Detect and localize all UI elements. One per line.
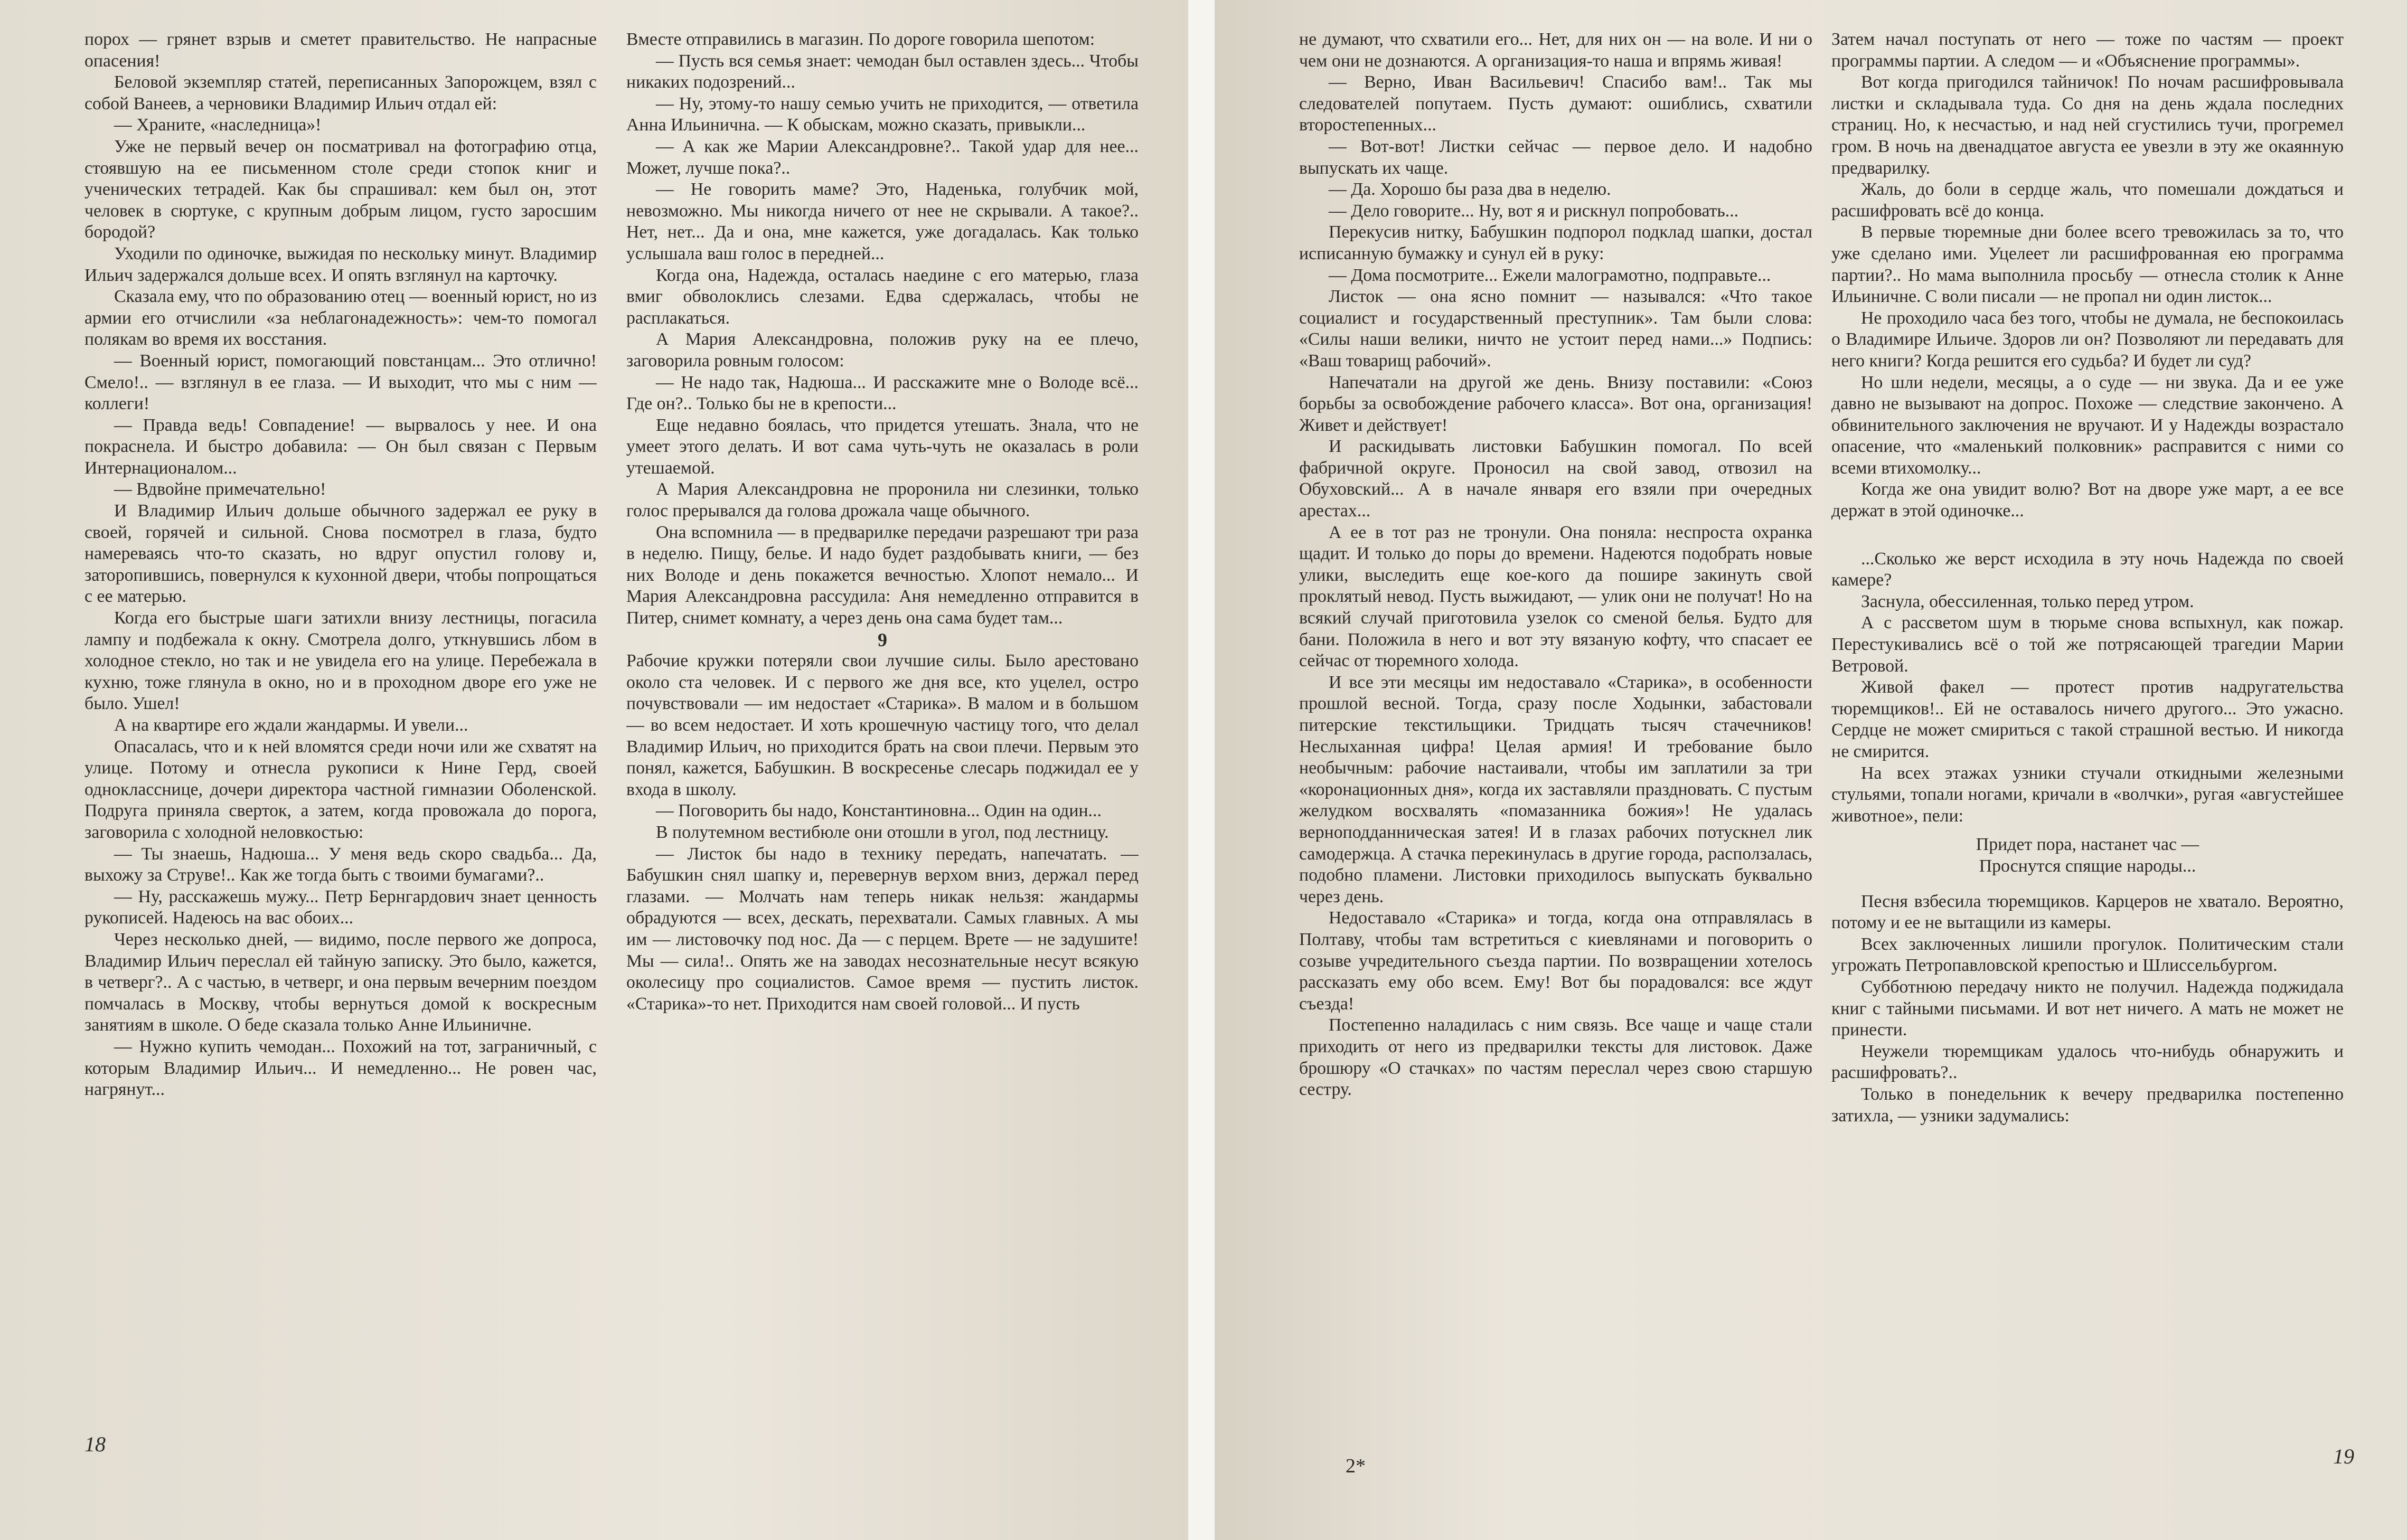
- column-4-text-block-c: [1831, 891, 2344, 1127]
- paragraph: Вместе отправились в магазин. По дороге говорила шепотом:: [626, 30, 1095, 49]
- verse-line-1: Придет пора, настанет час —: [1976, 835, 2199, 855]
- paragraph: А с рассветом шум в тюрьме снова вспыхнул, как пожар. Перестукивались всё о той же потрясающей трагедии Марии Ветровой.: [1831, 613, 2344, 676]
- paragraph: А на квартире его ждали жандармы. И увели...: [114, 715, 468, 735]
- paragraph: — Ну, расскажешь мужу... Петр Бернгардович знает ценность рукописей. Надеюсь на вас обоих...: [84, 886, 597, 928]
- paragraph: Жаль, до боли в сердце жаль, что помешали дождаться и расшифровать всё до конца.: [1831, 179, 2344, 221]
- paragraph: А Мария Александровна не проронила ни слезинки, только голос прерывался да голова дрожала чаще обычного.: [626, 479, 1139, 521]
- paragraph: Рабочие кружки потеряли свои лучшие силы. Было арестовано около ста человек. И с первого же дня все, кто уцелел, остро почувствовали — им недостает «Старика». В малом и в большом — во всем недостает. И хоть крошечную частицу того, что делал Владимир Ильич, но приходится брать на свои плечи. Первым это понял, кажется, Бабушкин. В воскресенье слесарь поджидал ее у входа в школу.: [626, 651, 1139, 799]
- paragraph: Сказала ему, что по образованию отец — военный юрист, но из армии его отчислили «за неблагонадежность»: чем-то помогал полякам во время их восстания.: [84, 287, 597, 349]
- paragraph: — Ну, этому-то нашу семью учить не приходится, — ответила Анна Ильинична. — К обыскам, можно сказать, привыкли...: [626, 93, 1139, 135]
- paragraph: Опасалась, что и к ней вломятся среди ночи или же схватят на улице. Потому и отнесла рукописи к Нине Герд, своей однокласснице, дочери директора частной гимназии Оболенской. Подруга приняла сверток, а затем, когда провожала до порога, заговорила с холодной неловкостью:: [84, 736, 597, 842]
- paragraph: не думают, что схватили его... Нет, для них он — на воле. И ни о чем они не дознаются. А организация-то наша и впрямь живая!: [1299, 30, 1812, 71]
- paragraph: Живой факел — протест против надругательства тюремщиков!.. Ей не оставалось ничего другого... Это ужасно. Сердце не может смириться с такой страшной вестью. И никогда не смирится.: [1831, 677, 2344, 761]
- paragraph: Песня взбесила тюремщиков. Карцеров не хватало. Вероятно, потому и ее не вытащили из камеры.: [1831, 891, 2344, 933]
- paragraph: — Ты знаешь, Надюша... У меня ведь скоро свадьба... Да, выхожу за Струве!.. Как же тогда быть с твоими бумагами?..: [84, 844, 597, 885]
- column-4-text-block-b: [1831, 549, 2344, 827]
- page-number-right: 19: [2333, 1444, 2354, 1468]
- right-page-column-2: [1831, 29, 2344, 1402]
- column-2-text-block-b: [626, 650, 1139, 1015]
- paragraph: Постепенно наладилась с ним связь. Все чаще и чаще стали приходить от него из предварилки тексты для листовок. Даже брошюру «О стачках» по частям переслал через свою старшую сестру.: [1299, 1015, 1812, 1100]
- paragraph: — Поговорить бы надо, Константиновна... Один на один...: [656, 801, 1102, 821]
- paragraph: — Не говорить маме? Это, Наденька, голубчик мой, невозможно. Мы никогда ничего от нее не скрывали. А такое?.. Нет, нет... Да и она, мне кажется, уже догадалась. Как только услышала ваш голос в передней...: [626, 179, 1139, 263]
- paragraph: — Правда ведь! Совпадение! — вырвалось у нее. И она покраснела. И быстро добавила: — Он был связан с Первым Интернационалом...: [84, 415, 597, 478]
- paragraph: И раскидывать листовки Бабушкин помогал. По всей фабричной округе. Проносил на свой завод, отвозил на Обуховский... А в начале января его взяли при очередных арестах...: [1299, 437, 1812, 521]
- paragraph: Не проходило часа без того, чтобы не думала, не беспокоилась о Владимире Ильиче. Здоров ли он? Позволяют ли передавать для него книги? Когда решится его судьба? И будет ли суд?: [1831, 308, 2344, 371]
- paragraph: — Верно, Иван Васильевич! Спасибо вам!.. Так мы следователей попутаем. Пусть думают: ошиблись, схватили второстепенных...: [1299, 72, 1812, 135]
- right-page-column-1: [1299, 29, 1812, 1402]
- paragraph: Когда его быстрые шаги затихли внизу лестницы, погасила лампу и подбежала к окну. Смотрела долго, уткнувшись лбом в холодное стекло, но так и не увидела его на улице. Перебежала в кухню, тоже глянула в окно, но и в проходном дворе его уже не было. Ушел!: [84, 608, 597, 714]
- paragraph: Перекусив нитку, Бабушкин подпорол подклад шапки, достал исписанную бумажку и сунул ей в руку:: [1299, 222, 1812, 263]
- paragraph: Недоставало «Старика» и тогда, когда она отправлялась в Полтаву, чтобы там встретиться с киевлянами и поговорить о созыве учредительного съезда партии. По возвращении хотелось рассказать ему обо всем. Ему! Вот бы порадовался: все ждут съезда!: [1299, 908, 1812, 1014]
- right-page: [1215, 0, 2407, 1540]
- paragraph: Когда же она увидит волю? Вот на дворе уже март, а ее все держат в этой одиночке...: [1831, 479, 2344, 521]
- page-number-left: 18: [84, 1432, 106, 1456]
- printer-signature-mark: 2*: [1346, 1455, 1366, 1477]
- paragraph: — Военный юрист, помогающий повстанцам... Это отлично! Смело!.. — взглянул в ее глаза. — И выходит, что мы с ним — коллеги!: [84, 351, 597, 414]
- paragraph: Неужели тюремщикам удалось что-нибудь обнаружить и расшифровать?..: [1831, 1041, 2344, 1083]
- paragraph: На всех этажах узники стучали откидными железными стульями, топали ногами, кричали в «волчки», ругая «августейшее животное», пели:: [1831, 763, 2344, 826]
- paragraph: Субботнюю передачу никто не получил. Надежда поджидала книг с тайными письмами. И вот нет ничего. А мать не может не принести.: [1831, 977, 2344, 1040]
- paragraph: — Да. Хорошо бы раза два в неделю.: [1329, 179, 1611, 200]
- left-page-column-2: [626, 29, 1139, 1402]
- paragraph: — Дело говорите... Ну, вот я и рискнул попробовать...: [1329, 201, 1739, 221]
- paragraph: Заснула, обессиленная, только перед утром.: [1861, 591, 2194, 611]
- paragraph: Вот когда пригодился тайничок! По ночам расшифровывала листки и складывала туда. Со дня на день ждала последних страниц. Но, к несчастью, и над ней сгустились тучи, прогремел гром. В ночь на двенадцатое августа ее увезли в эту же окаянную предварилку.: [1831, 72, 2344, 178]
- paragraph: А Мария Александровна, положив руку на ее плечо, заговорила ровным голосом:: [626, 329, 1139, 371]
- paragraph: — Вот-вот! Листки сейчас — первое дело. И надобно выпускать их чаще.: [1299, 136, 1812, 178]
- paragraph: — Вдвойне примечательно!: [114, 479, 326, 499]
- paragraph: Только в понедельник к вечеру предварилка постепенно затихла, — узники задумались:: [1831, 1084, 2344, 1126]
- paragraph: Беловой экземпляр статей, переписанных Запорожцем, взял с собой Ванеев, а черновики Владимир Ильич отдал ей:: [84, 72, 597, 114]
- paragraph: В первые тюремные дни более всего тревожилась за то, что уже сделано ими. Уцелеет ли расшифрованная ею программа партии?.. Но мама выполнила просьбу — отнесла столик к Анне Ильиничне. С воли писали — не пропал ни один листок...: [1831, 222, 2344, 307]
- column-4-text-block-a: [1831, 29, 2344, 522]
- paragraph: Всех заключенных лишили прогулок. Политическим стали угрожать Петропавловской крепостью и Шлиссельбургом.: [1831, 934, 2344, 976]
- paragraph: Когда она, Надежда, осталась наедине с его матерью, глаза вмиг обволоклись слезами. Едва сдержалась, чтобы не расплакаться.: [626, 265, 1139, 328]
- paragraph: — Листок бы надо в технику передать, напечатать. — Бабушкин снял шапку и, перевернув верхом вниз, держал перед глазами. — Молчать нам теперь никак нельзя: жандармы обрадуются — всех, дескать, перехватали. Самых главных. А мы им — листовочку под нос. Да — с перцем. Врете — не задушите! Мы — сила!.. Опять же на заводах несознательные несут всякую околесицу про социалистов. Самое время — пустить листок. «Старика»-то нет. Приходится нам своей головой... И пусть: [626, 844, 1139, 1014]
- paragraph: ...Сколько же верст исходила в эту ночь Надежда по своей камере?: [1831, 549, 2344, 590]
- paragraph: — Храните, «наследница»!: [114, 115, 322, 135]
- paragraph: Затем начал поступать от него — тоже по частям — проект программы партии. А следом — и «Объяснение программы».: [1831, 30, 2344, 71]
- paragraph: Она вспомнила — в предварилке передачи разрешают три раза в неделю. Пищу, белье. И надо будет раздобывать книги, — без них Володе и день покажется вечностью. Хлопот немало... И Мария Александровна рассудила: Аня немедленно отправится в Питер, снимет комнату, а через день она сама будет там...: [626, 522, 1139, 628]
- paragraph: — Не надо так, Надюша... И расскажите мне о Володе всё... Где он?.. Только бы не в крепости...: [626, 372, 1139, 414]
- chapter-number: 9: [878, 629, 887, 650]
- paragraph: И все эти месяцы им недоставало «Старика», в особенности прошлой весной. Тогда, сразу после Ходынки, забастовали питерские текстильщики. Тридцать тысяч стачечников! Неслыханная цифра! Целая армия! И требование было необычным: рабочие настаивали, чтобы им заплатили за три «коронационных дня», когда их заставляли праздновать. С пустым желудком восхвалять «помазанника божия»! Не удалась верноподданническая затея! И в глазах рабочих потускнел лик самодержца. А стачка перекинулась в другие города, расползалась, подобно пламени. Листовки приходилось выпускать буквально через день.: [1299, 672, 1812, 906]
- paragraph: — Нужно купить чемодан... Похожий на тот, заграничный, с которым Владимир Ильич... И немедленно... Не ровен час, нагрянут...: [84, 1036, 597, 1100]
- book-gutter: [1188, 0, 1215, 1540]
- left-page: [0, 0, 1188, 1540]
- paragraph: — Пусть вся семья знает: чемодан был оставлен здесь... Чтобы никаких подозрений...: [626, 51, 1139, 92]
- paragraph: — А как же Марии Александровне?.. Такой удар для нее... Может, лучше пока?..: [626, 136, 1139, 178]
- paragraph: В полутемном вестибюле они отошли в угол, под лестницу.: [656, 822, 1109, 842]
- paragraph: Листок — она ясно помнит — назывался: «Что такое социалист и государственный преступник». Там были слова: «Силы наши велики, ничто не устоит перед нами...» Подпись: «Ваш товарищ рабочий».: [1299, 287, 1812, 371]
- left-page-column-1: [84, 29, 597, 1402]
- section-break: [1831, 522, 2344, 549]
- paragraph: Уходили по одиночке, выжидая по нескольку минут. Владимир Ильич задержался дольше всех. И опять взглянул на карточку.: [84, 243, 597, 285]
- paragraph: Еще недавно боялась, что придется утешать. Знала, что не умеет этого делать. И вот сама чуть-чуть не оказалась в роли утешаемой.: [626, 415, 1139, 478]
- paragraph: порох — грянет взрыв и сметет правительство. Не напрасные опасения!: [84, 30, 597, 71]
- paragraph: А ее в тот раз не тронули. Она поняла: неспроста охранка щадит. И только до поры до времени. Надеются подобрать новые улики, выследить еще кое-кого да пошире закинуть свой проклятый невод. Пусть выжидают, — улик они не получат! Но на всякий случай приготовила узелок со сменой белья. Будто для бани. Положила в него и вот эту вязаную кофту, что спасает ее сейчас от тюремного холода.: [1299, 522, 1812, 671]
- paragraph: Напечатали на другой же день. Внизу поставили: «Союз борьбы за освобождение рабочего класса». Вот она, организация! Живет и действует!: [1299, 372, 1812, 435]
- paragraph: И Владимир Ильич дольше обычного задержал ее руку в своей, горячей и сильной. Снова посмотрел в глаза, будто намереваясь что-то сказать, но вдруг опустил голову и, заторопившись, повернулся к кухонной двери, чтобы попрощаться с ее матерью.: [84, 501, 597, 607]
- song-verse: [1831, 834, 2344, 877]
- paragraph: Уже не первый вечер он посматривал на фотографию отца, стоявшую на ее письменном столе среди стопок книг и ученических тетрадей. Как бы спрашивал: кем был он, этот человек в сюртуке, с крупным добрым лицом, густо заросшим бородой?: [84, 136, 597, 242]
- verse-line-2: Проснутся спящие народы...: [1979, 856, 2196, 876]
- paragraph: Но шли недели, месяцы, а о суде — ни звука. Да и ее уже давно не вызывают на допрос. Похоже — следствие закончено. А обвинительного заключения не вручают. И у Надежды возрастало опасение, что «маленький полковник» расправится с ними со всеми втихомолку...: [1831, 372, 2344, 478]
- paragraph: Через несколько дней, — видимо, после первого же допроса, Владимир Ильич переслал ей тайную записку. Это было, кажется, в четверг?.. А с частью, в четверг, и она первым вечерним поездом помчалась в Москву, чтобы вернуться домой к воскресным занятиям в школе. О беде сказала только Анне Ильиничне.: [84, 929, 597, 1035]
- paragraph: — Дома посмотрите... Ежели малограмотно, подправьте...: [1329, 265, 1771, 285]
- column-2-text-block-a: [626, 29, 1139, 629]
